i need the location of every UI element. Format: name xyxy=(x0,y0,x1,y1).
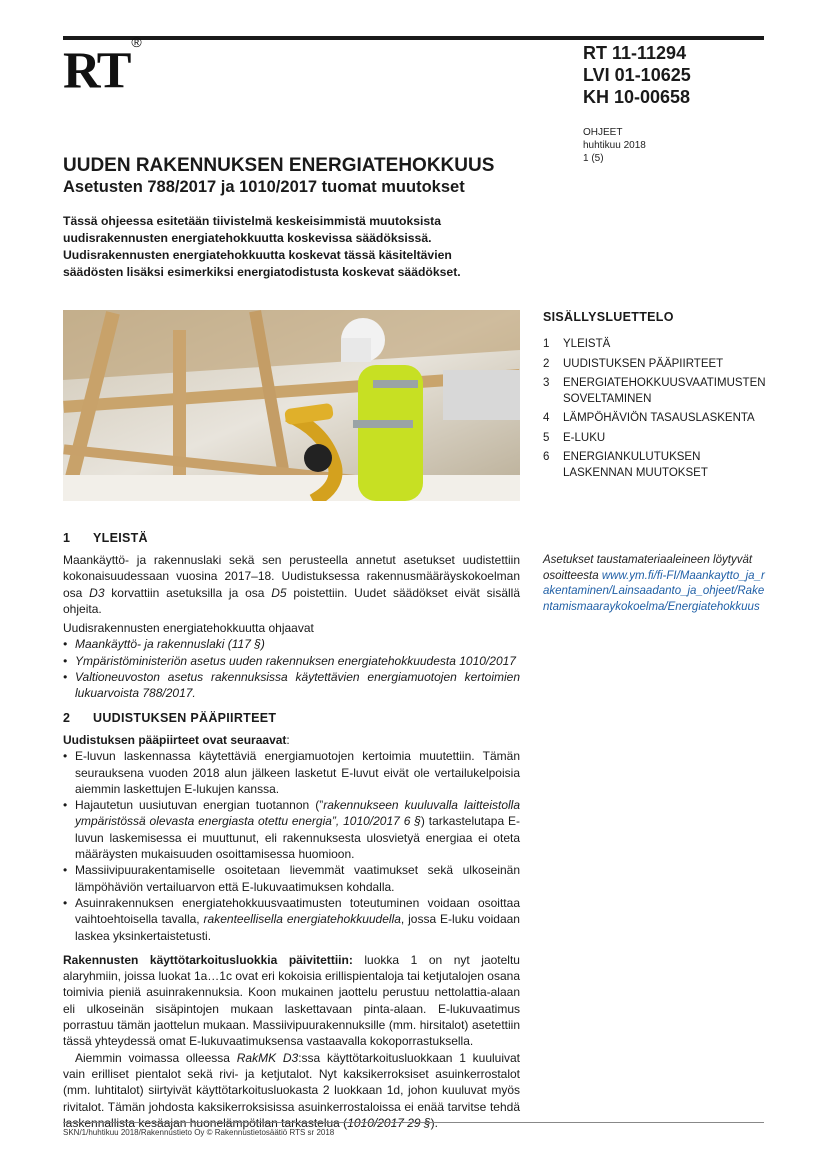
section-2-intro: Uudistuksen pääpiirteet ovat seuraavat: xyxy=(63,733,290,747)
toc-item-soveltaminen[interactable]: 3 ENERGIATEHOKKUUSVAATIMUSTEN SOVELTAMINEN xyxy=(543,377,766,405)
document-meta xyxy=(583,126,646,165)
footer-text: SKN/1/huhtikuu 2018/Rakennustieto Oy © Rakennustietosäätiö RTS sr 2018 xyxy=(63,1128,335,1137)
toc-item-e-luku[interactable]: 5 E-LUKU xyxy=(543,431,606,444)
toc-item-uudistuksen-paapiirteet[interactable]: 2 UUDISTUKSEN PÄÄPIIRTEET xyxy=(543,357,724,370)
section-2-heading: 2 UUDISTUKSEN PÄÄPIIRTEET xyxy=(63,711,277,725)
feature-item: • Massiivipuurakentamiselle osoitetaan lievemmät vaatimukset sekä ulkoseinän lämpöhäviön vertailuarvon että E-lukuvaatimuksen kohdalla. xyxy=(63,862,520,895)
footer-rule xyxy=(63,1122,764,1123)
regulation-item: • Valtioneuvoston asetus rakennuksissa käytettävien energiamuotojen kertoimien lukuarvoista 788/2017. xyxy=(63,669,520,702)
toc-item-yleista[interactable]: 1 YLEISTÄ xyxy=(543,338,611,350)
insulation-worker-photo xyxy=(63,310,520,501)
doc-date: huhtikuu 2018 xyxy=(583,140,646,151)
section-1-heading: 1 YLEISTÄ xyxy=(63,531,148,545)
toc-item-laskennan-muutokset[interactable]: 6 ENERGIANKULUTUKSEN LASKENNAN MUUTOKSET xyxy=(543,451,708,479)
page-title: UUDEN RAKENNUKSEN ENERGIATEHOKKUUS xyxy=(63,155,495,176)
document-codes xyxy=(583,42,691,108)
usage-class-paragraph: Rakennusten käyttötarkoitusluokkia päivitettiin: luokka 1 on nyt jaoteltu alaryhmiin, joissa luokat 1a…1c ovat eri kokoisia erillispientaloja tai ketjutalojen osana toimivia pieniä asuinrakennuksia. Koon mukainen jaottelu perustuu nettolattia-alaan eli ulkoseinän sisäpintojen mukaan laskettavaan pinta-alaan. E-lukuvaatimus porrastuu tämän jaottelun mukaan. Massiivipuurakennuksille (mm. hirsitalot) asetettiin tässä yhteydessä omat E-lukuvaatimuksensa vastaavalla kokoporrastuksella. xyxy=(63,952,520,1049)
code-lvi: LVI 01-10625 xyxy=(583,65,691,85)
doc-type: OHJEET xyxy=(583,127,623,138)
section-2-body xyxy=(63,732,520,1131)
main-features-list xyxy=(63,748,520,944)
feature-item: • Hajautetun uusiutuvan energian tuotannon (”rakennukseen kuuluvalla laitteistolla ympäristössä olevasta energiasta otettu energia”, 1010/2017 6 §) tarkastelutapa E-luvun laskemisessa ei muuttunut, eli rakennuksesta ulosvietyä energiaa ei oteta määräysten mukaisuuden osoittamisessa huomioon. xyxy=(63,797,520,862)
code-kh: KH 10-00658 xyxy=(583,87,691,107)
top-rule xyxy=(63,36,764,40)
toc-item-tasauslaskenta[interactable]: 4 LÄMPÖHÄVIÖN TASAUSLASKENTA xyxy=(543,412,755,424)
code-rt: RT 11-11294 xyxy=(583,43,687,63)
side-note: Asetukset taustamateriaaleineen löytyvät osoitteesta www.ym.fi/fi-FI/Maankaytto_ja_rakentaminen/Lainsaadanto_ja_ohjeet/Rakentamismaaraykokoelma/Energiatehokkuus xyxy=(543,554,765,613)
table-of-contents xyxy=(543,337,773,485)
feature-item: • Asuinrakennuksen energiatehokkuusvaatimusten toteutuminen voidaan osoittaa vaihtoehtoisella tavalla, rakenteellisella energiatehokkuudella, jossa E-luku voidaan laskea yksinkertaistetusti. xyxy=(63,895,520,944)
regulation-item: • Maankäyttö- ja rakennuslaki (117 §) xyxy=(63,636,520,652)
lead-paragraph: Tässä ohjeessa esitetään tiivistelmä keskeisimmistä muutoksista uudisrakennusten energiatehokkuutta koskevissa säädöksissä. Uudisrakennusten energiatehokkuutta koskevat tässä käsiteltävien säädösten lisäksi esimerkiksi energiatodistusta koskevat säädökset. xyxy=(63,214,461,279)
ym-link[interactable]: www.ym.fi/fi-FI/Maankaytto_ja_rakentaminen/Lainsaadanto_ja_ohjeet/Rakentamismaaraykokoelma/Energiatehokkuus xyxy=(543,569,765,613)
regulation-item: • Ympäristöministeriön asetus uuden rakennuksen energiatehokkuudesta 1010/2017 xyxy=(63,653,520,669)
feature-item: • E-luvun laskennassa käytettäviä energiamuotojen kertoimia muutettiin. Tämän seurauksena vuoden 2018 alun jälkeen lasketut E-luvut eivät ole vertailukelpoisia aiemmin laskettujen E-lukujen kanssa. xyxy=(63,748,520,797)
toc-heading: SISÄLLYSLUETTELO xyxy=(543,310,674,324)
regulation-list xyxy=(63,636,520,701)
section-1-paragraph: Maankäyttö- ja rakennuslaki sekä sen perusteella annetut asetukset uudistettiin kokonaisuudessaan vuosina 2017–18. Uudistuksessa rakennusmääräyskokoelman osa D3 korvattiin asetuksilla ja osa D5 poistettiin. Uudet säädökset eivät sisällä ohjeita. xyxy=(63,553,520,616)
section-1-list-intro: Uudisrakennusten energiatehokkuutta ohjaavat xyxy=(63,621,314,636)
rt-logo: RT® xyxy=(63,34,142,100)
rakmk-paragraph: Aiemmin voimassa olleessa RakMK D3:ssa käyttötarkoitusluokkaan 1 kuuluivat vain erilliset pientalot sekä rivi- ja ketjutalot. Nyt kaksikerroksiset asuinkerrostalot (mm. luhtitalot) siirtyivät käyttötarkoitusluokasta 2 luokkaan 1d, johon kuuluvat myös rivitalot. Tämän johdosta kaksikerroksisissa asuinkerrostaloissa ei enää tarvitse tehdä xyxy=(63,1050,521,1114)
page-count: 1 (5) xyxy=(583,153,604,164)
page-subtitle: Asetusten 788/2017 ja 1010/2017 tuomat muutokset xyxy=(63,178,465,196)
section-1-body xyxy=(63,552,520,702)
